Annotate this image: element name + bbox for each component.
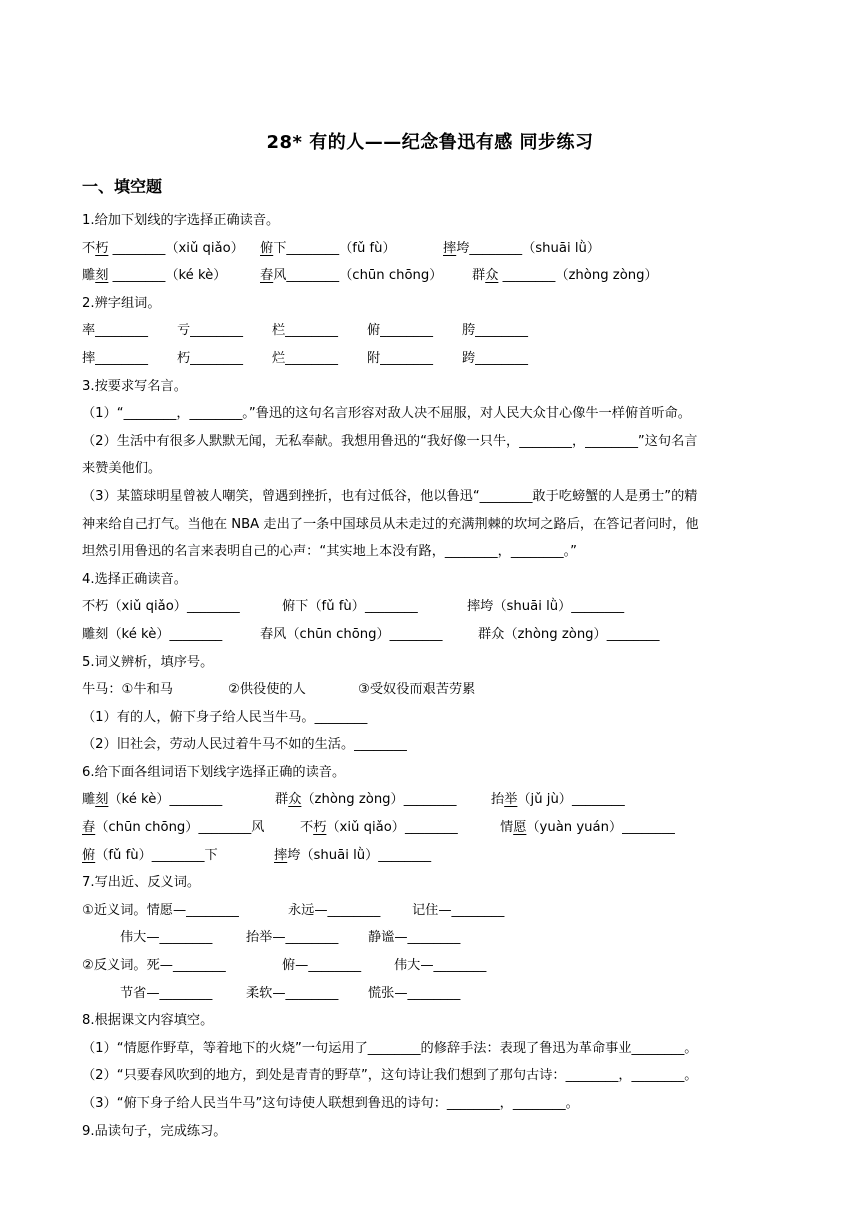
q4-item: 不朽（xiǔ qiǎo）________ (82, 599, 240, 615)
q2-item: 率________ (82, 323, 148, 339)
q7-item: 伟大—________ (120, 930, 213, 946)
q4-item: 雕刻（ké kè）________ (82, 626, 223, 642)
q2-item: 烂________ (272, 350, 338, 366)
q5-option: ③受奴役而艰苦劳累 (358, 682, 476, 698)
q5-heading: 5.词义辨析，填序号。 (82, 654, 214, 670)
q9-heading: 9.品读句子，完成练习。 (82, 1123, 227, 1139)
q4-item: 俯下（fǔ fù）________ (282, 599, 418, 615)
q1-item: 春风________（chūn chōng） (260, 268, 443, 284)
q4-item: 群众（zhòng zòng）________ (478, 626, 660, 642)
q7-item: 慌张—________ (368, 985, 461, 1001)
q2-item: 胯________ (462, 323, 528, 339)
q6-item: 不朽（xiǔ qiǎo）________ (300, 820, 458, 836)
q1-item: 群众 ________（zhòng zòng） (472, 268, 658, 284)
q7-item: 记住—________ (412, 902, 505, 918)
q2-heading: 2.辨字组词。 (82, 295, 161, 311)
q6-item: 俯（fǔ fù）________下 (82, 847, 218, 863)
q2-item: 俯________ (367, 323, 433, 339)
q3-part3-line2: 神来给自己打气。当他在 NBA 走出了一条中国球员从未走过的充满荆棘的坎坷之路后，在答记者问时，他 (82, 516, 699, 532)
q2-item: 栏________ (272, 323, 338, 339)
q6-item: 春（chūn chōng）________风 (82, 820, 265, 836)
q1-row1 (82, 235, 782, 263)
q3-part1: （1）“________，________。”鲁迅的这句名言形容对敌人决不屈服，对人民大众甘心像牛一样俯首听命。 (82, 406, 691, 422)
q6-row3 (82, 842, 782, 870)
q6-row2 (82, 814, 782, 842)
q2-item: 亏________ (177, 323, 243, 339)
q8-part1: （1）“情愿作野草，等着地下的火烧”一句运用了________的修辞手法：表现了鲁迅为革命事业________。 (82, 1040, 698, 1056)
section-heading: 一、填空题 (82, 177, 163, 196)
q1-row2 (82, 262, 782, 290)
q1-item: 不朽 ________（xiǔ qiǎo） (82, 240, 244, 256)
q2-item: 摔________ (82, 350, 148, 366)
q6-heading: 6.给下面各组词语下划线字选择正确的读音。 (82, 764, 346, 780)
q8-part3: （3）“俯下身子给人民当牛马”这句诗使人联想到鲁迅的诗句：________，________。 (82, 1096, 579, 1111)
q4-row2 (82, 621, 782, 649)
q6-item: 情愿（yuàn yuán）________ (500, 820, 675, 836)
q6-item: 抬举（jǔ jù）________ (491, 792, 625, 808)
q6-row1 (82, 786, 782, 814)
q8-heading: 8.根据课文内容填空。 (82, 1013, 214, 1029)
q3-heading: 3.按要求写名言。 (82, 378, 187, 394)
q7-item: ②反义词。死—________ (82, 958, 226, 974)
q3-part3-line1: （3）某篮球明星曾被人嘲笑，曾遇到挫折，也有过低谷，他以鲁迅“________敢于吃螃蟹的人是勇士”的精 (82, 488, 698, 504)
q7-item: 柔软—________ (246, 985, 339, 1001)
q7-item: 永远—________ (288, 902, 381, 918)
q8-part2: （2）“只要春风吹到的地方，到处是青青的野草”，这句诗让我们想到了那句古诗：________，________。 (82, 1068, 698, 1084)
q6-item: 群众（zhòng zòng）________ (275, 792, 457, 808)
q6-item: 雕刻（ké kè）________ (82, 792, 223, 808)
q1-item: 摔垮________（shuāi lǜ） (443, 240, 601, 256)
q4-item: 摔垮（shuāi lǜ）________ (467, 599, 625, 615)
q6-item: 摔垮（shuāi lǜ）________ (274, 847, 432, 863)
q7-heading: 7.写出近、反义词。 (82, 875, 201, 891)
q4-item: 春风（chūn chōng）________ (260, 626, 443, 642)
q4-heading: 4.选择正确读音。 (82, 571, 187, 587)
q2-row2 (82, 345, 782, 373)
q7-row4 (82, 980, 782, 1008)
q7-item: 静谧—________ (368, 930, 461, 946)
q5-option: ②供役使的人 (228, 682, 306, 698)
q7-item: 节省—________ (120, 985, 213, 1001)
q1-heading: 1.给加下划线的字选择正确读音。 (82, 213, 280, 228)
q2-item: 跨________ (462, 350, 528, 366)
q2-item: 附________ (367, 350, 433, 366)
q2-row1 (82, 317, 782, 345)
q5-option: 牛马：①牛和马 (82, 682, 173, 698)
q7-row2 (82, 924, 782, 952)
q7-item: 俯—________ (282, 958, 362, 974)
q7-row1 (82, 897, 782, 925)
q7-item: 抬举—________ (246, 930, 339, 946)
q1-item: 俯下________（fǔ fù） (260, 240, 396, 256)
q5-part2: （2）旧社会，劳动人民过着牛马不如的生活。________ (82, 737, 407, 753)
q1-item: 雕刻 ________（ké kè） (82, 268, 227, 284)
q7-item: ①近义词。情愿—________ (82, 902, 239, 918)
page-title: 28* 有的人——纪念鲁迅有感 同步练习 (266, 132, 594, 153)
q7-item: 伟大—________ (394, 958, 487, 974)
q3-part2-line2: 来赞美他们。 (82, 461, 162, 477)
q5-part1: （1）有的人，俯下身子给人民当牛马。________ (82, 709, 368, 725)
q3-part2-line1: （2）生活中有很多人默默无闻，无私奉献。我想用鲁迅的“我好像一只牛，________，________”这句名言 (82, 433, 698, 449)
q4-row1 (82, 593, 782, 621)
q3-part3-line3: 坦然引用鲁迅的名言来表明自己的心声：“其实地上本没有路，________，________。” (82, 544, 577, 560)
q2-item: 朽________ (177, 350, 243, 366)
q7-row3 (82, 952, 782, 980)
q5-options (82, 676, 782, 704)
questions (82, 207, 782, 1145)
